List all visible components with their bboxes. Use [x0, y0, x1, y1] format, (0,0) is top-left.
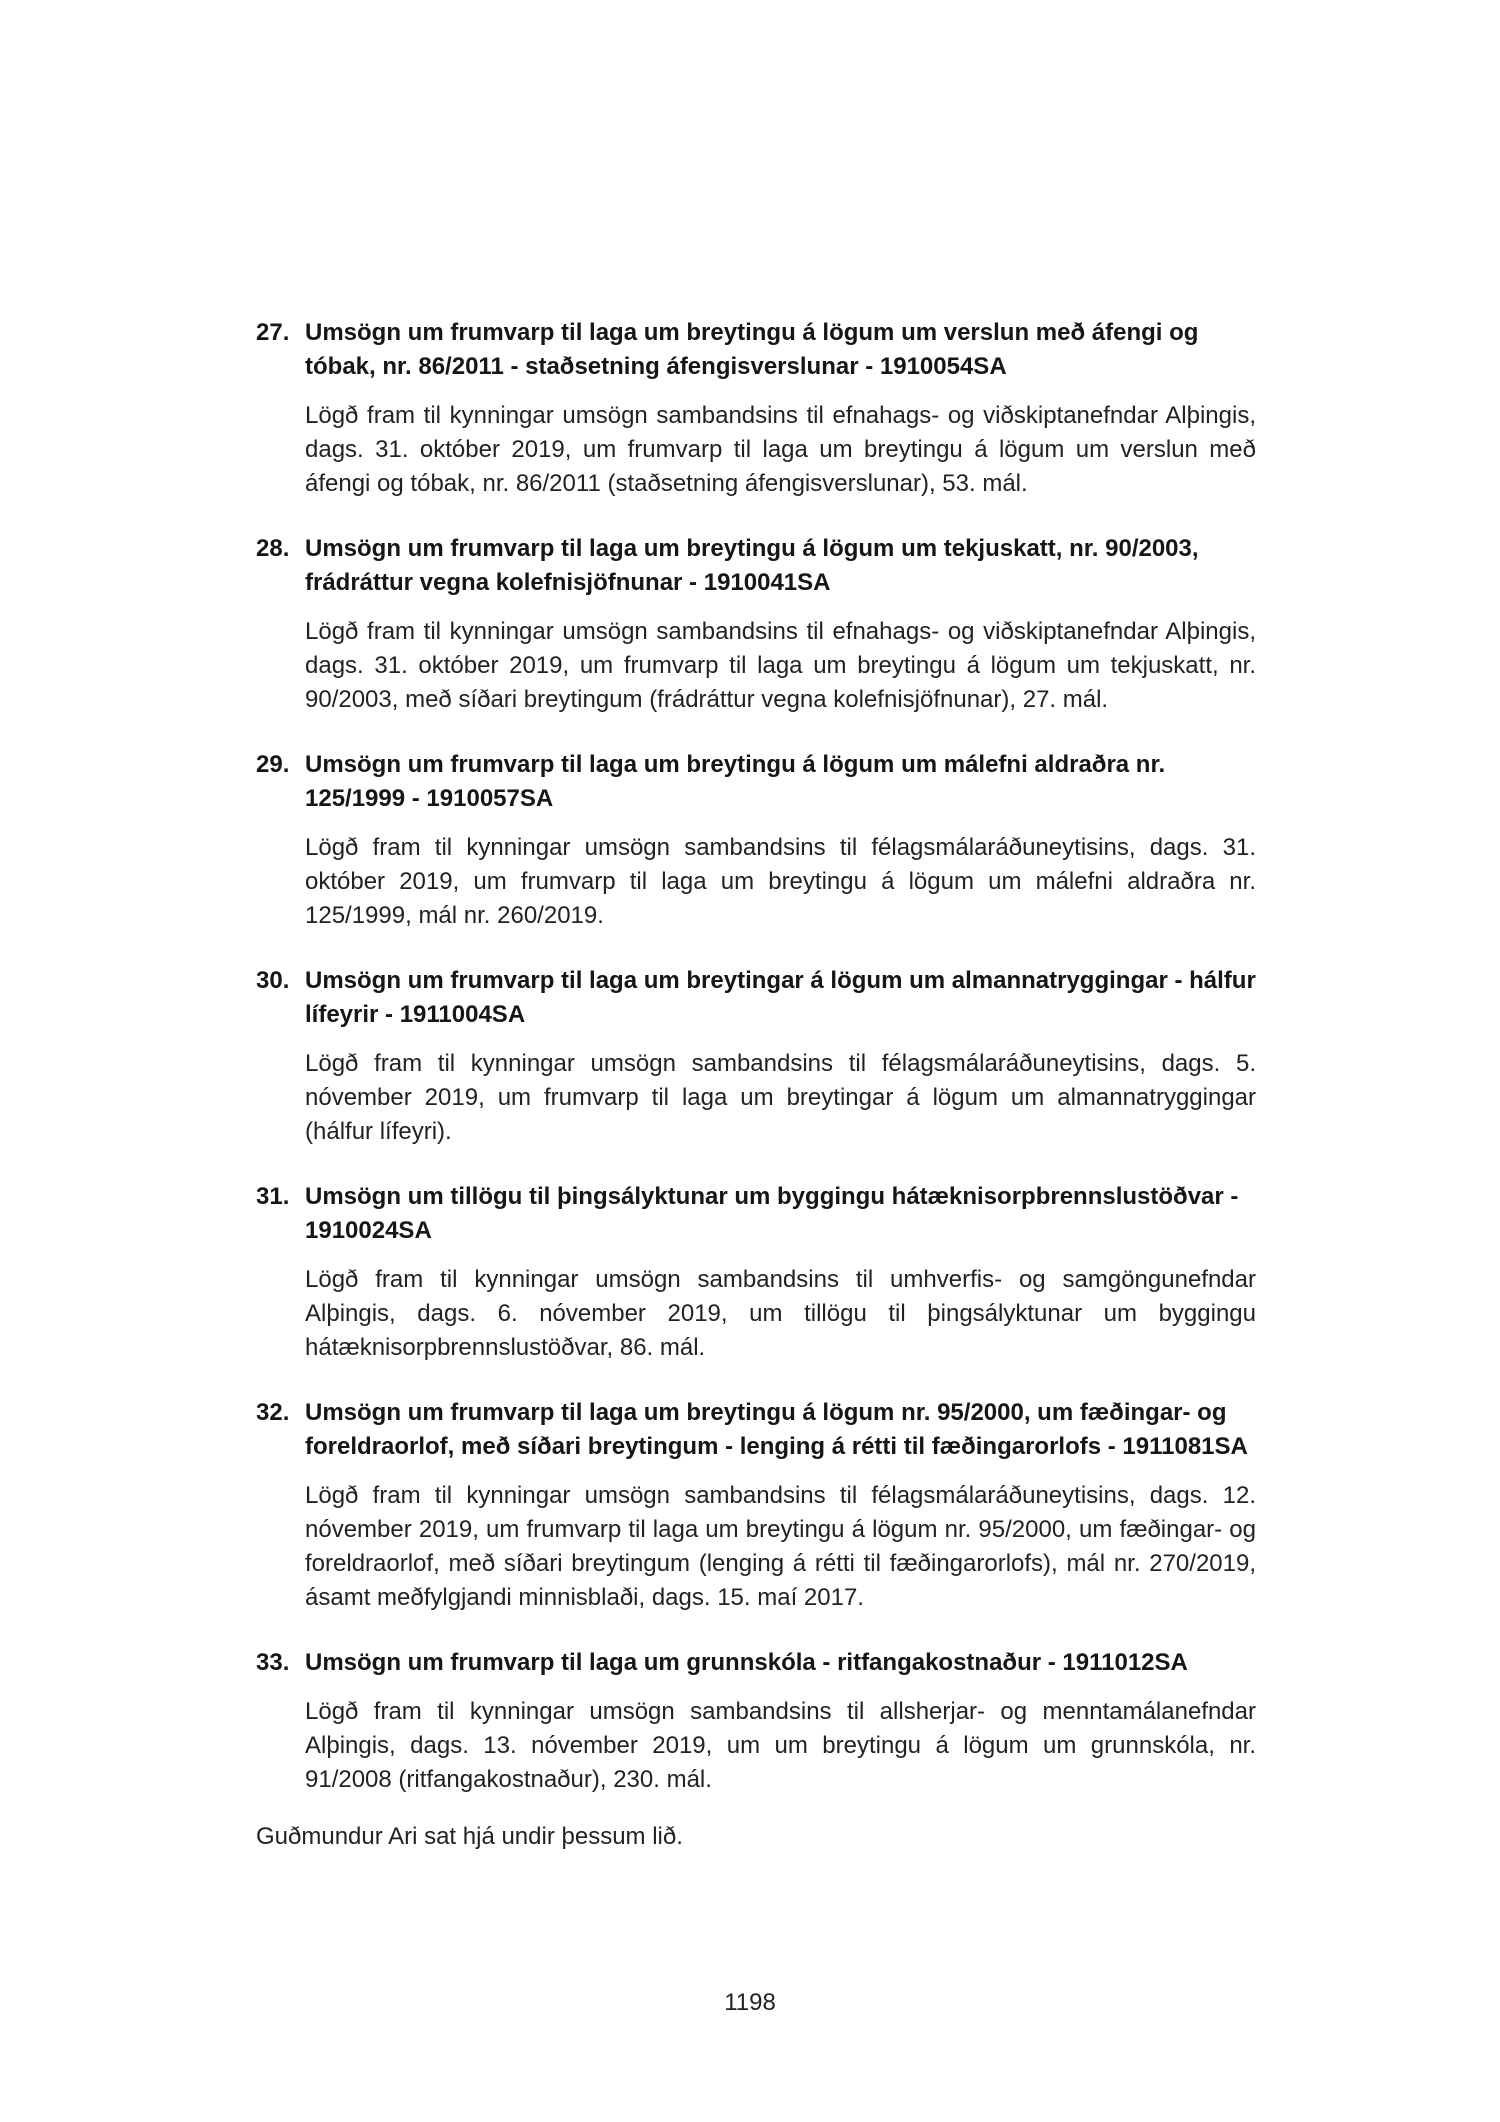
agenda-item-number: 33. [256, 1649, 290, 1676]
agenda-item-28 [256, 532, 1256, 717]
agenda-item-title: Umsögn um frumvarp til laga um breytingar á lögum um almannatryggingar - hálfur lífeyrir - 1911004SA [305, 967, 1256, 1028]
agenda-item-title: Umsögn um frumvarp til laga um grunnskóla - ritfangakostnaður - 1911012SA [305, 1649, 1188, 1676]
agenda-item-number: 29. [256, 751, 290, 778]
agenda-item-29 [256, 748, 1256, 933]
agenda-item-title: Umsögn um frumvarp til laga um breytingu á lögum nr. 95/2000, um fæðingar- og foreldraorlof, með síðari breytingum - lenging á rétti til fæðingarorlofs - 1911081SA [305, 1399, 1248, 1460]
agenda-item-heading [256, 316, 1256, 384]
agenda-item-32 [256, 1396, 1256, 1615]
agenda-item-number: 28. [256, 535, 290, 562]
agenda-item-heading [256, 1396, 1256, 1464]
agenda-item-body: Lögð fram til kynningar umsögn sambandsins til félagsmálaráðuneytisins, dags. 5. nóvember 2019, um frumvarp til laga um breytingar á lögum um almannatryggingar (hálfur lífeyri). [305, 1050, 1256, 1145]
agenda-item-heading [256, 964, 1256, 1032]
agenda-item-body: Lögð fram til kynningar umsögn sambandsins til efnahags- og viðskiptanefndar Alþingis, dags. 31. október 2019, um frumvarp til laga um breytingu á lögum um tekjuskatt, nr. 90/2003, með síðari breytingum (frádráttur vegna kolefnisjöfnunar), 27. mál. [305, 618, 1256, 713]
agenda-item-body: Lögð fram til kynningar umsögn sambandsins til efnahags- og viðskiptanefndar Alþingis, dags. 31. október 2019, um frumvarp til laga um breytingu á lögum um verslun með áfengi og tóbak, nr. 86/2011 (staðsetning áfengisverslunar), 53. mál. [305, 402, 1256, 497]
abstention-note: Guðmundur Ari sat hjá undir þessum lið. [256, 1823, 683, 1850]
minutes-content [256, 316, 1256, 1854]
agenda-item-31 [256, 1180, 1256, 1365]
agenda-item-number: 32. [256, 1399, 290, 1426]
agenda-item-body: Lögð fram til kynningar umsögn sambandsins til félagsmálaráðuneytisins, dags. 12. nóvember 2019, um frumvarp til laga um breytingu á lögum nr. 95/2000, um fæðingar- og foreldraorlof, með síðari breytingum (lenging á rétti til fæðingarorlofs), mál nr. 270/2019, ásamt meðfylgjandi minnisblaði, dags. 15. maí 2017. [305, 1482, 1256, 1611]
agenda-item-title: Umsögn um tillögu til þingsályktunar um byggingu hátæknisorpbrennslustöðvar - 1910024SA [305, 1183, 1239, 1244]
agenda-item-title: Umsögn um frumvarp til laga um breytingu á lögum um tekjuskatt, nr. 90/2003, frádráttur vegna kolefnisjöfnunar - 1910041SA [305, 535, 1199, 596]
page-number: 1198 [724, 1989, 776, 2016]
agenda-item-heading [256, 1646, 1256, 1680]
agenda-item-title: Umsögn um frumvarp til laga um breytingu á lögum um verslun með áfengi og tóbak, nr. 86/2011 - staðsetning áfengisverslunar - 1910054SA [305, 319, 1199, 380]
agenda-item-heading [256, 1180, 1256, 1248]
agenda-item-number: 30. [256, 967, 290, 994]
agenda-item-title: Umsögn um frumvarp til laga um breytingu á lögum um málefni aldraðra nr. 125/1999 - 1910057SA [305, 751, 1166, 812]
agenda-item-heading [256, 748, 1256, 816]
agenda-item-number: 27. [256, 319, 290, 346]
agenda-item-30 [256, 964, 1256, 1149]
agenda-item-33 [256, 1646, 1256, 1797]
agenda-item-number: 31. [256, 1183, 290, 1210]
agenda-item-body: Lögð fram til kynningar umsögn sambandsins til umhverfis- og samgöngunefndar Alþingis, dags. 6. nóvember 2019, um tillögu til þingsályktunar um byggingu hátæknisorpbrennslustöðvar, 86. mál. [305, 1266, 1256, 1361]
agenda-item-body: Lögð fram til kynningar umsögn sambandsins til allsherjar- og menntamálanefndar Alþingis, dags. 13. nóvember 2019, um um breytingu á lögum um grunnskóla, nr. 91/2008 (ritfangakostnaður), 230. mál. [305, 1698, 1256, 1793]
agenda-item-27 [256, 316, 1256, 501]
agenda-item-body: Lögð fram til kynningar umsögn sambandsins til félagsmálaráðuneytisins, dags. 31. október 2019, um frumvarp til laga um breytingu á lögum um málefni aldraðra nr. 125/1999, mál nr. 260/2019. [305, 834, 1256, 929]
agenda-item-heading [256, 532, 1256, 600]
